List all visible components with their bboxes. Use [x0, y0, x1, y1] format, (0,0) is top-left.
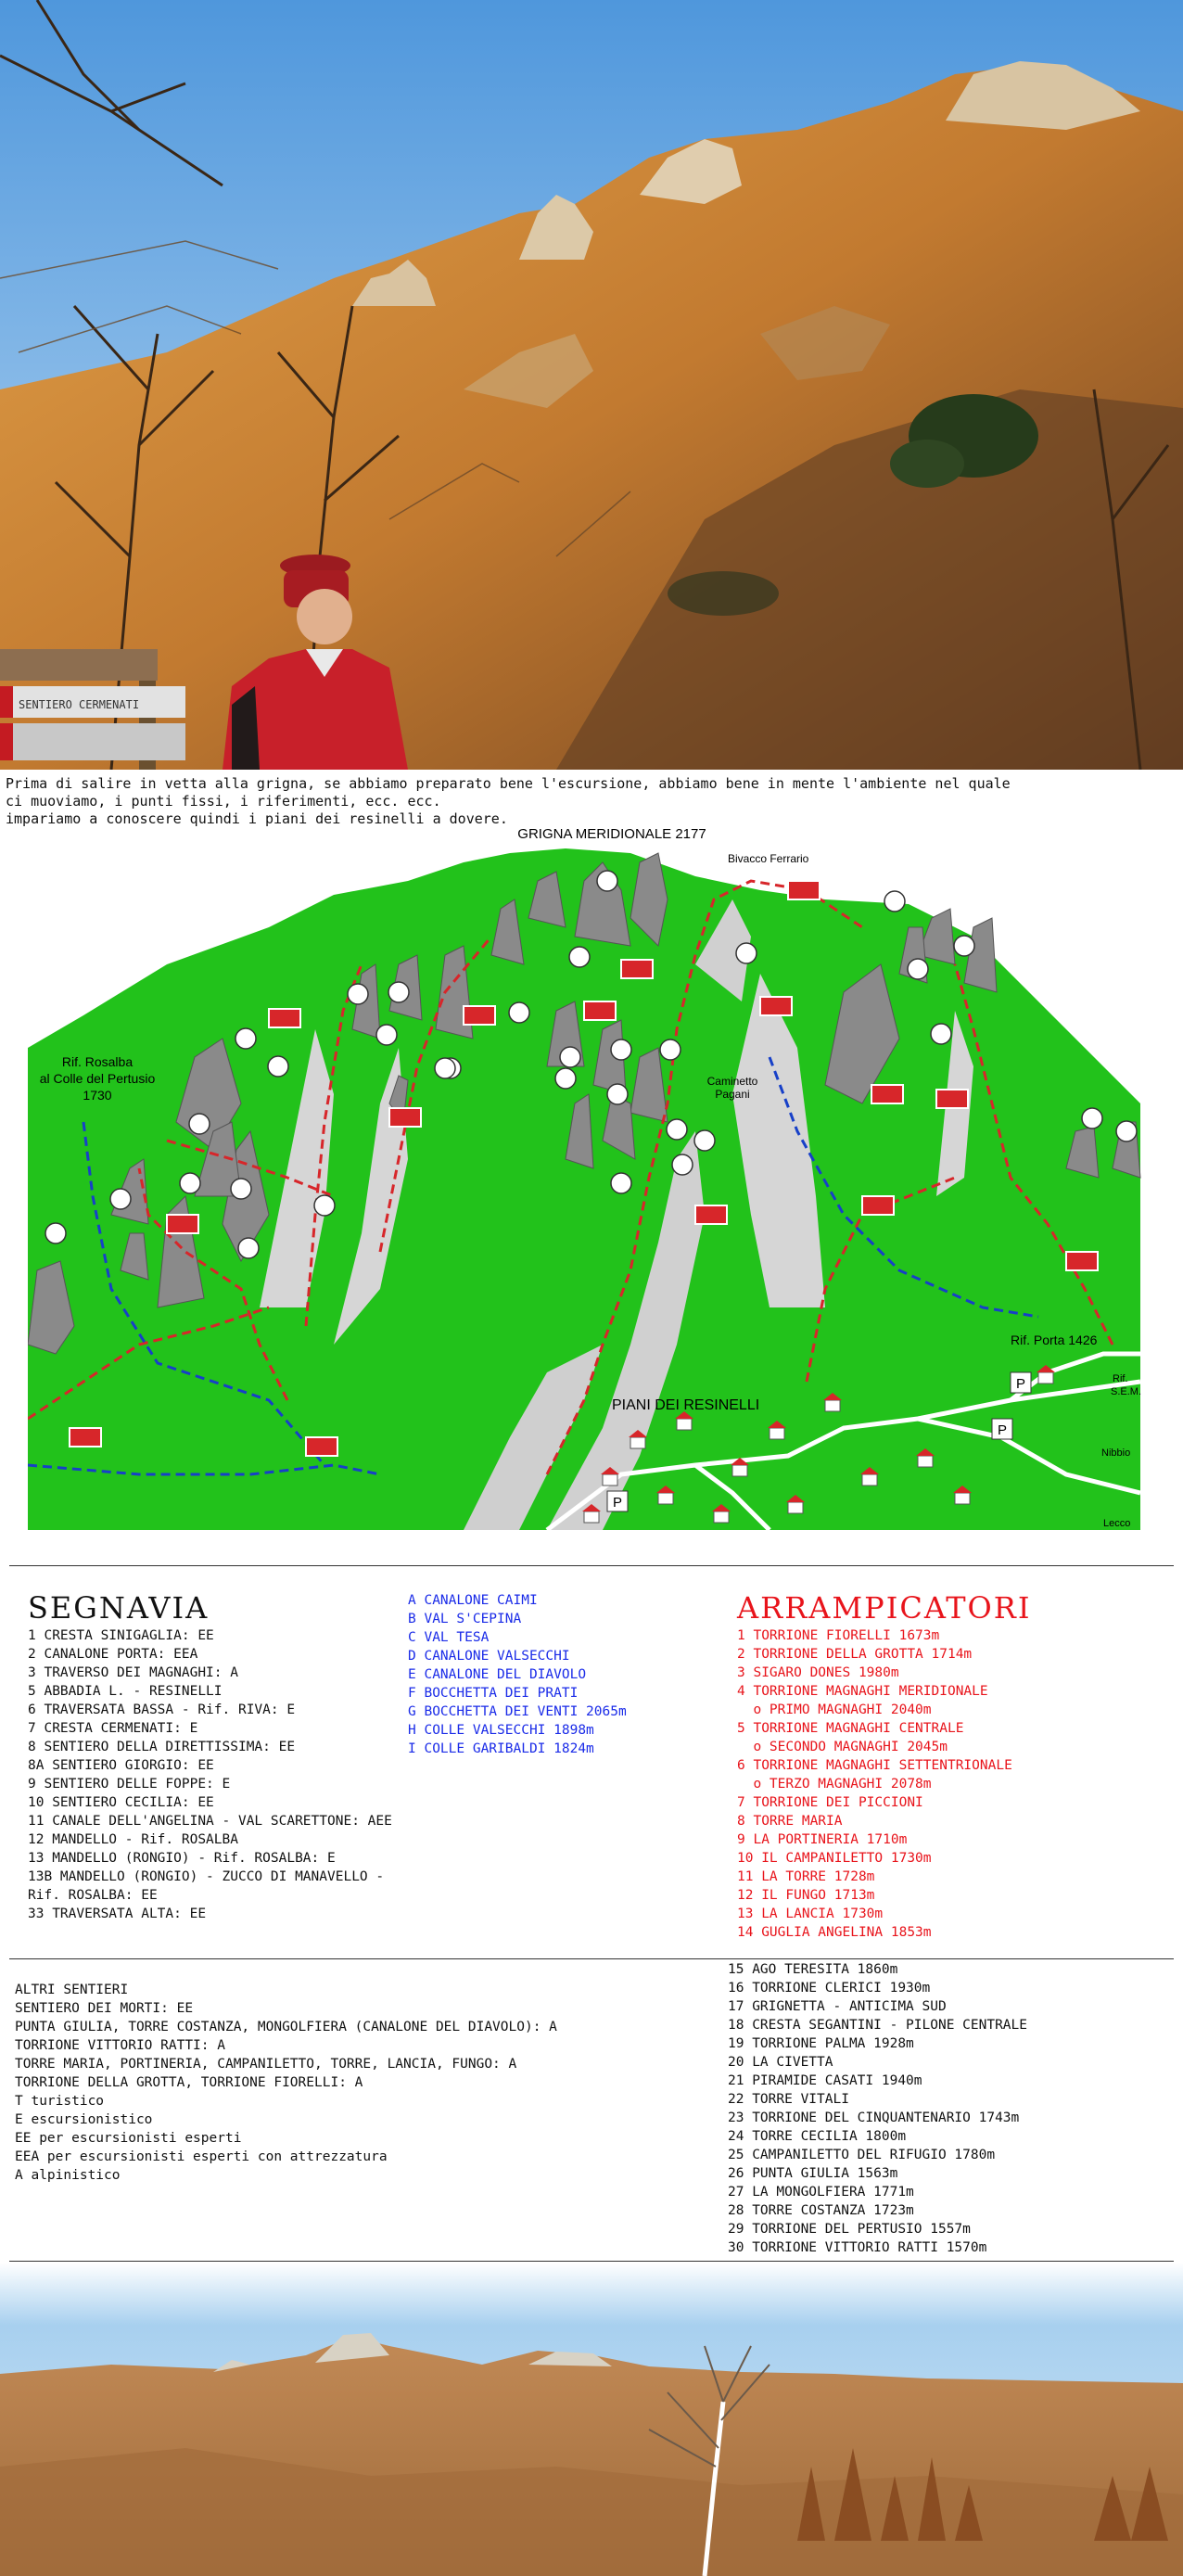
climb-item: 16 TORRIONE CLERICI 1930m: [728, 1981, 931, 1996]
intro-line: Prima di salire in vetta alla grigna, se abbiamo preparato bene l'escursione, abbiamo bene in mente l'ambiente nel quale: [6, 775, 1011, 792]
landscape-photo-illustration: [0, 2263, 1183, 2576]
segnavia-item: 1 CRESTA SINIGAGLIA: EE: [28, 1628, 214, 1643]
canalone-item: I COLLE GARIBALDI 1824m: [408, 1741, 594, 1756]
climb-item: 9 LA PORTINERIA 1710m: [737, 1832, 908, 1847]
segnavia-item: 8A SENTIERO GIORGIO: EE: [28, 1758, 214, 1773]
canaloni-legend: [408, 1591, 714, 1758]
segnavia-legend: [28, 1589, 399, 1923]
bivacco-label: Bivacco Ferrario: [728, 852, 809, 865]
altri-item: SENTIERO DEI MORTI: EE: [15, 2001, 194, 2016]
canalone-item: E CANALONE DEL DIAVOLO: [408, 1667, 587, 1682]
signpost-text: SENTIERO CERMENATI: [19, 698, 140, 711]
peak-label: GRIGNA MERIDIONALE 2177: [517, 826, 706, 842]
climb-item: 29 TORRIONE DEL PERTUSIO 1557m: [728, 2222, 971, 2237]
caminetto-label: Pagani: [715, 1088, 750, 1101]
climb-item: 18 CRESTA SEGANTINI - PILONE CENTRALE: [728, 2018, 1028, 2033]
arrampicatori-more: [728, 1960, 1173, 2257]
segnavia-item: Rif. ROSALBA: EE: [28, 1888, 158, 1903]
canalone-item: A CANALONE CAIMI: [408, 1593, 538, 1608]
altri-item: TORRE MARIA, PORTINERIA, CAMPANILETTO, TORRE, LANCIA, FUNGO: A: [15, 2057, 517, 2072]
rosalba-label: al Colle del Pertusio: [39, 1071, 156, 1086]
climb-item: 8 TORRE MARIA: [737, 1814, 843, 1829]
lecco-label: Lecco: [1103, 1518, 1131, 1529]
climb-item: 15 AGO TERESITA 1860m: [728, 1962, 898, 1977]
segnavia-title: SEGNAVIA: [28, 1590, 210, 1626]
altri-item: TORRIONE VITTORIO RATTI: A: [15, 2038, 225, 2053]
altri-item: E escursionistico: [15, 2112, 153, 2127]
nibbio-label: Nibbio: [1101, 1447, 1131, 1459]
climb-item: 3 SIGARO DONES 1980m: [737, 1665, 899, 1680]
climb-item: 11 LA TORRE 1728m: [737, 1869, 875, 1884]
climb-item: 10 IL CAMPANILETTO 1730m: [737, 1851, 932, 1866]
segnavia-item: 2 CANALONE PORTA: EEA: [28, 1647, 198, 1662]
canalone-item: D CANALONE VALSECCHI: [408, 1649, 570, 1664]
climb-item: o TERZO MAGNAGHI 2078m: [737, 1777, 932, 1792]
canalone-item: F BOCCHETTA DEI PRATI: [408, 1686, 579, 1701]
mountain-photo-illustration: [0, 0, 1183, 770]
bottom-photo: [0, 2263, 1183, 2576]
intro-paragraph: [6, 775, 1176, 828]
climb-item: 24 TORRE CECILIA 1800m: [728, 2129, 907, 2144]
climb-item: 26 PUNTA GIULIA 1563m: [728, 2166, 898, 2181]
climb-item: 22 TORRE VITALI: [728, 2092, 849, 2107]
climb-item: 21 PIRAMIDE CASATI 1940m: [728, 2073, 922, 2088]
climb-item: 30 TORRIONE VITTORIO RATTI 1570m: [728, 2240, 987, 2255]
parking-label: P: [998, 1422, 1008, 1438]
segnavia-item: 6 TRAVERSATA BASSA - Rif. RIVA: E: [28, 1702, 296, 1717]
trail-map: [28, 825, 1144, 1558]
parking-label: P: [613, 1495, 623, 1511]
canalone-item: H COLLE VALSECCHI 1898m: [408, 1723, 594, 1738]
altri-item: PUNTA GIULIA, TORRE COSTANZA, MONGOLFIERA (CANALONE DEL DIAVOLO): A: [15, 2020, 557, 2034]
climb-item: 23 TORRIONE DEL CINQUANTENARIO 1743m: [728, 2111, 1020, 2125]
climb-item: 25 CAMPANILETTO DEL RIFUGIO 1780m: [728, 2148, 996, 2162]
porta-label: Rif. Porta 1426: [1011, 1333, 1098, 1347]
canalone-item: G BOCCHETTA DEI VENTI 2065m: [408, 1704, 627, 1719]
segnavia-item: 7 CRESTA CERMENATI: E: [28, 1721, 198, 1736]
parking-label: P: [1016, 1376, 1026, 1392]
climb-item: 2 TORRIONE DELLA GROTTA 1714m: [737, 1647, 973, 1662]
trail-map-svg: [28, 825, 1144, 1558]
altri-item: T turistico: [15, 2094, 105, 2109]
intro-line: impariamo a conoscere quindi i piani dei resinelli a dovere.: [6, 810, 508, 827]
caminetto-label: Caminetto: [706, 1075, 758, 1088]
segnavia-item: 8 SENTIERO DELLA DIRETTISSIMA: EE: [28, 1740, 296, 1754]
segnavia-item: 11 CANALE DELL'ANGELINA - VAL SCARETTONE: AEE: [28, 1814, 392, 1829]
segnavia-item: 13 MANDELLO (RONGIO) - Rif. ROSALBA: E: [28, 1851, 336, 1866]
intro-line: ci muoviamo, i punti fissi, i riferimenti, ecc. ecc.: [6, 793, 441, 810]
altri-item: ALTRI SENTIERI: [15, 1983, 129, 1997]
sem-label: S.E.M.: [1111, 1386, 1142, 1397]
climb-item: 28 TORRE COSTANZA 1723m: [728, 2203, 914, 2218]
segnavia-item: 10 SENTIERO CECILIA: EE: [28, 1795, 214, 1810]
top-photo: [0, 0, 1183, 770]
segnavia-item: 9 SENTIERO DELLE FOPPE: E: [28, 1777, 231, 1792]
segnavia-item: 3 TRAVERSO DEI MAGNAGHI: A: [28, 1665, 238, 1680]
segnavia-item: 12 MANDELLO - Rif. ROSALBA: [28, 1832, 238, 1847]
divider: [9, 1565, 1174, 1566]
climb-item: 19 TORRIONE PALMA 1928m: [728, 2036, 914, 2051]
climb-item: 6 TORRIONE MAGNAGHI SETTENTRIONALE: [737, 1758, 1012, 1773]
climb-item: 4 TORRIONE MAGNAGHI MERIDIONALE: [737, 1684, 988, 1699]
divider: [9, 1958, 1174, 1959]
divider: [9, 2261, 1174, 2262]
canalone-item: B VAL S'CEPINA: [408, 1612, 522, 1626]
climb-item: 27 LA MONGOLFIERA 1771m: [728, 2185, 914, 2200]
altri-item: EEA per escursionisti esperti con attrezzatura: [15, 2149, 388, 2164]
climb-item: o SECONDO MAGNAGHI 2045m: [737, 1740, 948, 1754]
climb-item: o PRIMO MAGNAGHI 2040m: [737, 1702, 932, 1717]
climb-item: 12 IL FUNGO 1713m: [737, 1888, 875, 1903]
altri-item: A alpinistico: [15, 2168, 121, 2183]
arrampicatori-title: ARRAMPICATORI: [737, 1590, 1032, 1626]
climb-item: 20 LA CIVETTA: [728, 2055, 833, 2070]
climb-item: 17 GRIGNETTA - ANTICIMA SUD: [728, 1999, 947, 2014]
altri-item: TORRIONE DELLA GROTTA, TORRIONE FIORELLI: A: [15, 2075, 363, 2090]
altri-sentieri-legend: [15, 1981, 719, 2185]
sem-label: Rif.: [1113, 1373, 1128, 1384]
climb-item: 5 TORRIONE MAGNAGHI CENTRALE: [737, 1721, 964, 1736]
segnavia-item: 13B MANDELLO (RONGIO) - ZUCCO DI MANAVELLO -: [28, 1869, 385, 1884]
canalone-item: C VAL TESA: [408, 1630, 490, 1645]
climb-item: 14 GUGLIA ANGELINA 1853m: [737, 1925, 932, 1940]
arrampicatori-legend: [737, 1589, 1173, 1942]
segnavia-item: 5 ABBADIA L. - RESINELLI: [28, 1684, 223, 1699]
climb-item: 7 TORRIONE DEI PICCIONI: [737, 1795, 923, 1810]
altri-item: EE per escursionisti esperti: [15, 2131, 242, 2146]
climb-item: 13 LA LANCIA 1730m: [737, 1906, 884, 1921]
rosalba-label: Rif. Rosalba: [61, 1054, 134, 1069]
rosalba-label: 1730: [83, 1088, 112, 1103]
piani-label: PIANI DEI RESINELLI: [612, 1397, 760, 1413]
climb-item: 1 TORRIONE FIORELLI 1673m: [737, 1628, 940, 1643]
segnavia-item: 33 TRAVERSATA ALTA: EE: [28, 1906, 207, 1921]
